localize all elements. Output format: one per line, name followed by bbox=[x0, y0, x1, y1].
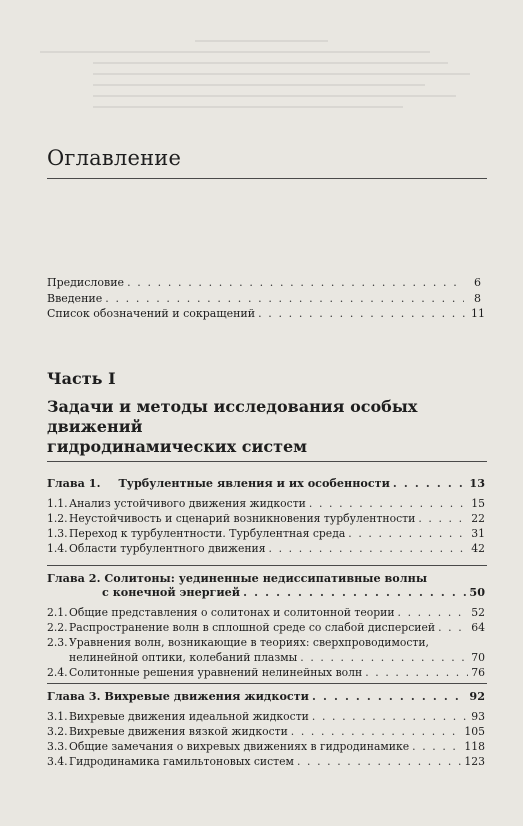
leader-dots bbox=[300, 651, 468, 664]
toc-section-3-2: 3.2.Вихревые движения вязкой жидкости . . . 105 bbox=[47, 725, 485, 738]
leader-dots bbox=[365, 666, 468, 679]
leader-dots bbox=[398, 606, 468, 619]
toc-entry-abbreviations: Список обозначений и сокращений . . . 11 bbox=[47, 307, 485, 320]
leader-dots bbox=[127, 276, 464, 289]
part-title: Задачи и методы исследования особых движений гидродинамических систем bbox=[47, 397, 418, 456]
toc-chapter-3: Глава 3. Вихревые движения жидкости . . . 92 bbox=[47, 689, 485, 703]
leader-dots bbox=[412, 740, 461, 753]
leader-dots bbox=[243, 585, 466, 599]
toc-chapter-2-line1: Глава 2. Солитоны: уединенные недиссипативные волны bbox=[47, 571, 428, 585]
leader-dots bbox=[312, 710, 468, 723]
leader-dots bbox=[438, 621, 468, 634]
title-rule bbox=[47, 178, 487, 179]
chapter3-rule bbox=[47, 683, 487, 684]
toc-section-1-3: 1.3.Переход к турбулентности. Турбулентная среда . . . 31 bbox=[47, 527, 485, 540]
leader-dots bbox=[258, 307, 468, 320]
leader-dots bbox=[269, 542, 468, 555]
toc-section-2-2: 2.2.Распространение волн в сплошной среде со слабой дисперсией . . . 64 bbox=[47, 621, 485, 634]
chapter1-rule bbox=[47, 461, 487, 462]
leader-dots bbox=[309, 497, 468, 510]
leader-dots bbox=[393, 476, 467, 490]
toc-section-3-4: 3.4.Гидродинамика гамильтоновых систем . . . 123 bbox=[47, 755, 485, 768]
leader-dots bbox=[418, 512, 468, 525]
toc-chapter-2: с конечной энергией . . . 50 bbox=[102, 585, 485, 599]
toc-section-3-3: 3.3.Общие замечания о вихревых движениях в гидродинамике . . . 118 bbox=[47, 740, 485, 753]
part-label: Часть I bbox=[47, 369, 116, 388]
leader-dots bbox=[297, 755, 461, 768]
toc-section-2-3-line1: 2.3.Уравнения волн, возникающие в теориях: сверхпроводимости, bbox=[47, 636, 429, 649]
toc-chapter-1: Глава 1. Турбулентные явления и их особенности . . . 13 bbox=[47, 476, 485, 490]
leader-dots bbox=[348, 527, 468, 540]
toc-section-2-1: 2.1.Общие представления о солитонах и солитонной теории . . . 52 bbox=[47, 606, 485, 619]
toc-section-2-4: 2.4.Солитонные решения уравнений нелинейных волн . . . 76 bbox=[47, 666, 485, 679]
toc-section-1-1: 1.1.Анализ устойчивого движения жидкости . . . 15 bbox=[47, 497, 485, 510]
toc-title: Оглавление bbox=[47, 146, 182, 170]
toc-section-1-2: 1.2.Неустойчивость и сценарий возникновения турбулентности . . . 22 bbox=[47, 512, 485, 525]
leader-dots bbox=[312, 689, 466, 703]
toc-entry-preface: Предисловие . . . 6 bbox=[47, 276, 481, 289]
toc-entry-introduction: Введение . . . 8 bbox=[47, 292, 481, 305]
chapter2-rule bbox=[47, 565, 487, 566]
toc-section-2-3: нелинейной оптики, колебаний плазмы . . . 70 bbox=[69, 651, 485, 664]
toc-section-3-1: 3.1.Вихревые движения идеальной жидкости . . . 93 bbox=[47, 710, 485, 723]
leader-dots bbox=[105, 292, 464, 305]
toc-section-1-4: 1.4.Области турбулентного движения . . . 42 bbox=[47, 542, 485, 555]
leader-dots bbox=[291, 725, 462, 738]
